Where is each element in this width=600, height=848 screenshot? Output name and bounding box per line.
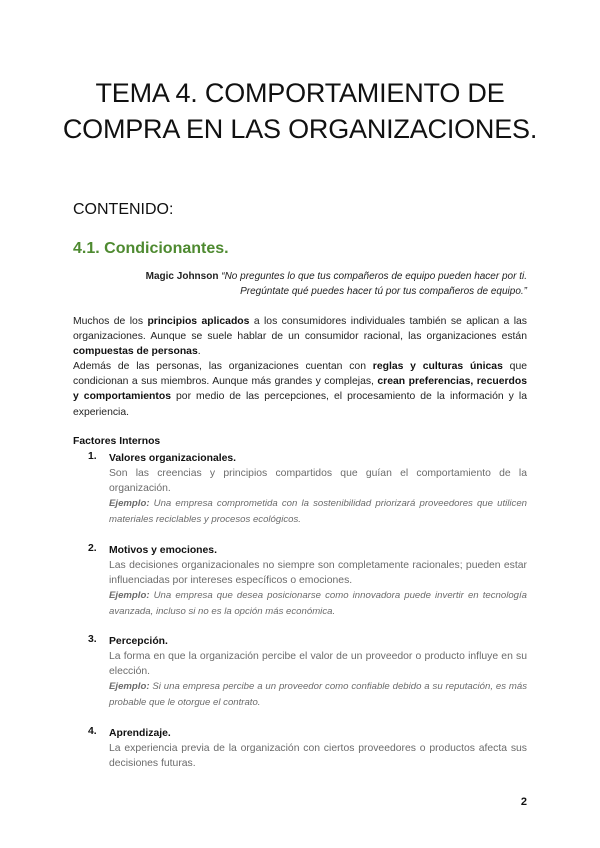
p1-text-3: . (197, 346, 201, 358)
quote-block (107, 269, 527, 299)
list-item-number: 3. (88, 634, 97, 645)
list-item-motivos (88, 543, 527, 619)
title-line-2: COMPRA EN LAS ORGANIZACIONES. (62, 114, 538, 144)
list-item-description: Las decisiones organizacionales no siempre son completamente racionales; pueden estar influenciadas por intereses específicos o emociones. (109, 560, 527, 587)
list-item-description: Son las creencias y principios compartidos que guían el comportamiento de la organización. (109, 468, 527, 495)
list-item-description: La experiencia previa de la organización con ciertos proveedores o productos afecta sus decisiones futuras. (109, 743, 527, 770)
p1-text-2: a los consumidores individuales también se aplican a las organizaciones. Aunque se suele hablar de un consumidor racional, las organizaciones están (73, 316, 528, 343)
contenido-heading: CONTENIDO: (73, 201, 174, 218)
list-item-example (109, 679, 527, 709)
list-item-example (109, 496, 527, 526)
list-item-aprendizaje (88, 726, 527, 771)
p1-text-1: Muchos de los (73, 316, 148, 327)
list-item-number: 2. (88, 543, 97, 554)
example-text: Si una empresa percibe a un proveedor como confiable debido a su reputación, es más probable que le otorgue el contrato. (109, 681, 527, 708)
list-item-heading: Percepción. (109, 636, 168, 647)
page-title (40, 75, 560, 147)
p2-bold-1: reglas y culturas únicas (372, 361, 503, 372)
quote-line-1: “No preguntes lo que tus compañeros de equipo pueden hacer por ti. (221, 271, 527, 282)
list-item-heading: Motivos y emociones. (109, 545, 217, 556)
list-item-number: 1. (88, 451, 97, 462)
list-item-description: La forma en que la organización percibe el valor de un proveedor o producto influye en su elección. (109, 651, 527, 678)
example-text: Una empresa comprometida con la sostenibilidad priorizará proveedores que utilicen materiales reciclables y procesos ecológicos. (109, 498, 527, 525)
p2-text-1: Además de las personas, las organizaciones cuentan con (73, 361, 373, 372)
page-number: 2 (520, 796, 527, 808)
paragraph-1 (73, 314, 527, 360)
p2-text-3: por medio de las percepciones, el procesamiento de la información y la experiencia. (73, 391, 527, 418)
list-item-valores (88, 451, 527, 527)
list-item-example (109, 588, 527, 618)
p2-bold-2: crean preferencias, recuerdos y comportamientos (73, 376, 527, 403)
p1-bold-1: principios aplicados (147, 316, 250, 327)
example-label: Ejemplo: (109, 681, 150, 693)
list-item-number: 4. (88, 726, 97, 737)
section-heading: 4.1. Condicionantes. (73, 240, 229, 257)
factores-heading: Factores Internos (73, 436, 161, 447)
list-item-heading: Valores organizacionales. (109, 453, 237, 464)
list-item-heading: Aprendizaje. (109, 728, 171, 739)
example-label: Ejemplo: (109, 590, 150, 602)
example-label: Ejemplo: (109, 498, 150, 510)
example-text: Una empresa que desea posicionarse como innovadora puede invertir en tecnología avanzada, incluso si no es la opción más económica. (109, 590, 527, 617)
p2-text-2: que condicionan a sus miembros. Aunque más grandes y complejas, (73, 361, 527, 388)
list-item-percepcion (88, 634, 527, 710)
quote-line-2: Pregúntate qué puedes hacer tú por tus compañeros de equipo.” (240, 286, 527, 297)
paragraph-2 (73, 359, 527, 420)
quote-author: Magic Johnson (145, 271, 219, 282)
p1-bold-2: compuestas de personas (73, 346, 198, 358)
title-line-1: TEMA 4. COMPORTAMIENTO DE (95, 78, 505, 108)
